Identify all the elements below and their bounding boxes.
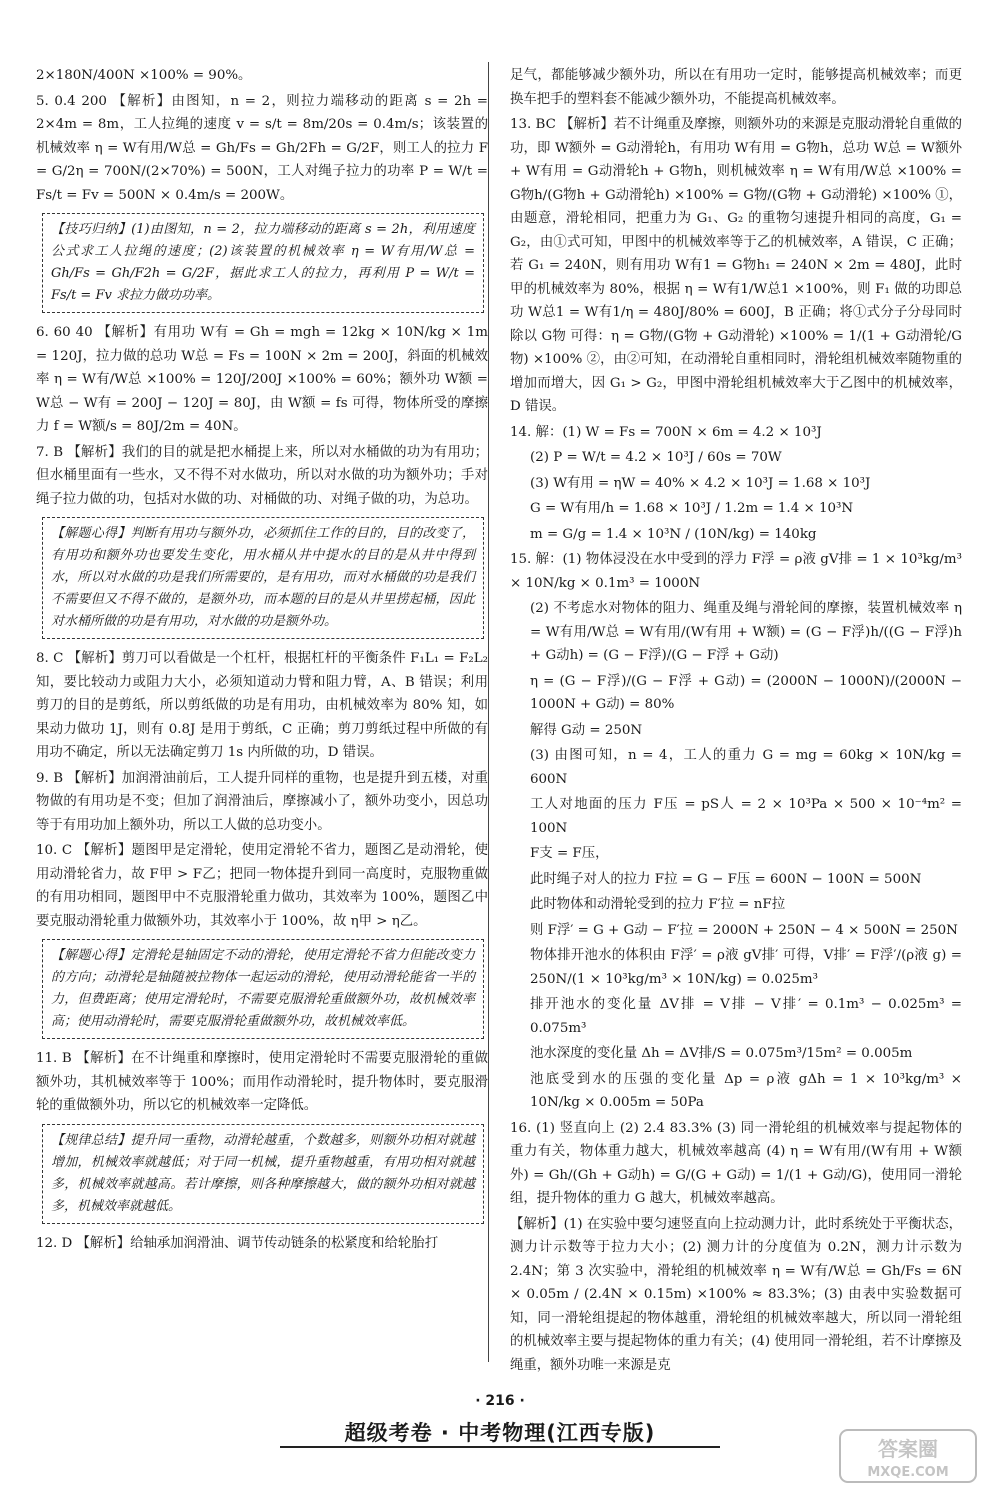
tip-text: 【解题心得】定滑轮是轴固定不动的滑轮，使用定滑轮不省力但能改变力的方向；动滑轮是轴随被拉物体一起运动的滑轮，使用动滑轮能省一半的力，但费距离；使用定滑轮时，不需要克服滑轮重做额外功，故机械效率高；使用动滑轮时，需要克服滑轮重做额外功，故机械效率低。 — [51, 948, 475, 1029]
answer-continuation: 足气，都能够减少额外功，所以在有用功一定时，能够提高机械效率；而更换车把手的塑料套不能减少额外功，不能提高机械效率。 — [510, 68, 962, 107]
page-number: · 216 · — [475, 1393, 525, 1409]
answer-item-15-13: 池水深度的变化量 Δh = ΔV排/S = 0.075m³/15m² = 0.005m — [530, 1046, 913, 1061]
answer-item-15-7: F支 = F压， — [530, 846, 609, 861]
answer-item-14-2: (2) P = W/t = 4.2 × 10³J / 60s = 70W — [530, 450, 782, 465]
answer-item-15-9: 此时物体和动滑轮受到的拉力 F′拉 = nF拉 — [530, 897, 786, 912]
left-column — [36, 64, 488, 1257]
answer-item-8: 8. C 【解析】剪刀可以看做是一个杠杆，根据杠杆的平衡条件 F₁L₁ = F₂L₂ 知，要比较动力或阻力大小，必须知道动力臂和阻力臂，A、B 错误；利用剪刀的目的是剪纸，所以剪纸做的功是有用功，由机械效率为 80% 知，如果动力做功 1J，则有 0.8J 是用于剪纸，C 正确；剪刀剪纸过程中所做的有用功不确定，所以无法确定剪刀 1s 内所做的功，D 错误。 — [36, 651, 488, 760]
answer-item-9: 9. B 【解析】加润滑油前后，工人提升同样的重物，也是提升到五楼，对重物做的有用功是不变；但加了润滑油后，摩擦减小了，额外功变小，因总功等于有用功加上额外功，所以工人做的总功变小。 — [36, 770, 488, 833]
answer-item-11: 11. B 【解析】在不计绳重和摩擦时，使用定滑轮时不需要克服滑轮的重做额外功，其机械效率等于 100%；而用作动滑轮时，提升物体时，要克服滑轮的重做额外功，所以它的机械效率一定降低。 — [36, 1051, 488, 1113]
answer-item-16: 16. (1) 竖直向上 (2) 2.4 83.3% (3) 同一滑轮组的机械效率与提起物体的重力有关，物体重力越大，机械效率越高 (4) η = W有用/(W有用 + W额外) = Gh/(Gh + G动h) = G/(G + G动) = 1/(1 + G动/G)，使用同一滑轮组，提升物体的重力 G 越大，机械效率越高。 — [510, 1120, 962, 1206]
answer-line: 2×180N/400N ×100% = 90%。 — [36, 68, 252, 83]
answer-item-13: 13. BC 【解析】若不计绳重及摩擦，则额外功的来源是克服动滑轮自重做的功，即 W额外 = G动滑轮h，有用功 W有用 = G物h，总功 W总 = W额外 + W有用 = G动滑轮h + G物h，则机械效率 η = W有用/W总 ×100% = G物h/(G物h + G动滑轮h) ×100% = G物/(G物 + G动滑轮) ×100% ①，由题意，滑轮相同，把重力为 G₁、G₂ 的重物匀速提升相同的高度，G₁ = G₂，由①式可知，甲图中的机械效率等于乙的机械效率，A 错误，C 正确；若 G₁ = 240N，则有用功 W有1 = G物h₁ = 240N × 2m = 480J，此时甲的机械效率为 80%，根据 η = W有1/W总1 ×100%，则 F₁ 做的功即总功 W总1 = W有1/η = 480J/80% = 600J，B 正确；将①式分子分母同时除以 G物 可得：η = G物/(G物 + G动滑轮) ×100% = 1/(1 + G动滑轮/G物) ×100% ②，由②可知，在动滑轮自重相同时，滑轮组机械效率随物重的增加而增大，因 G₁ > G₂，甲图中滑轮组机械效率大于乙图中的机械效率，D 错误。 — [510, 117, 962, 414]
watermark-logo — [838, 1428, 978, 1484]
answer-item-15-4: 解得 G动 = 250N — [530, 722, 643, 738]
answer-item-6: 6. 60 40 【解析】有用功 W有 = Gh = mgh = 12kg × 10N/kg × 1m = 120J，拉力做的总功 W总 = Fs = 100N × 2m = 200J，斜面的机械效率 η = W有/W总 ×100% = 120J/200J ×100% = 60%；额外功 W额 = W总 − W有 = 200J − 120J = 80J，由 W额 = fs 可得，物体所受的摩擦力 f = W额/s = 80J/2m = 40N。 — [36, 325, 488, 434]
answer-item-14-3: (3) W有用 = ηW = 40% × 4.2 × 10³J = 1.68 × 10³J — [530, 475, 871, 491]
answer-item-15-10: 则 F浮′ = G + G动 − F′拉 = 2000N + 250N − 4 × 500N = 250N — [530, 922, 958, 938]
answer-item-15-3: η = (G − F浮)/(G − F浮 + G动) = (2000N − 1000N)/(2000N − 1000N + G动) = 80% — [530, 673, 962, 712]
right-column — [510, 64, 962, 1379]
tip-box-insight — [42, 517, 484, 639]
watermark-text-top: 答案圈 — [878, 1437, 938, 1461]
answer-item-12: 12. D 【解析】给轴承加润滑油、调节传动链条的松紧度和给轮胎打 — [36, 1235, 439, 1251]
footer-rule — [280, 1446, 720, 1448]
answer-item-14-4: G = W有用/h = 1.68 × 10³J / 1.2m = 1.4 × 10³N — [530, 501, 854, 516]
answer-item-15-12: 排开池水的变化量 ΔV排 = V排 − V排′ = 0.1m³ − 0.025m³ = 0.075m³ — [530, 997, 962, 1036]
answer-item-15-5: (3) 由图可知，n = 4，工人的重力 G = mg = 60kg × 10N/kg = 600N — [530, 748, 962, 787]
answer-item-16-analysis: 【解析】(1) 在实验中要匀速竖直向上拉动测力计，此时系统处于平衡状态，测力计示数等于拉力大小；(2) 测力计的分度值为 0.2N，测力计示数为 2.4N；第 3 次实验中，滑轮组的机械效率 η = W有/W总 = Gh/Fs = 6N × 0.05m / (2.4N × 0.15m) ×100% ≈ 83.3%；(3) 由表中实验数据可知，同一滑轮组提起的物体越重，滑轮组的机械效率越大，所以同一滑轮组的机械效率主要与提起物体的重力有关；(4) 使用同一滑轮组，若不计摩擦及绳重，额外功唯一来源是克 — [510, 1216, 962, 1373]
tip-text: 【解题心得】判断有用功与额外功，必须抓住工作的目的，目的改变了，有用功和额外功也要发生变化，用水桶从井中提水的目的是从井中得到水，所以对水做的功是我们所需要的，是有用功，而对水桶做的功是我们不需要但又不得不做的，是额外功，而本题的目的是从井里捞起桶，因此对水桶所做的功是有用功，对水做的功是额外功。 — [51, 526, 475, 629]
answer-item-15-6: 工人对地面的压力 F压 = pS人 = 2 × 10³Pa × 500 × 10⁻⁴m² = 100N — [530, 797, 962, 836]
watermark-text-bottom: MXQE.COM — [867, 1465, 949, 1480]
answer-item-7: 7. B 【解析】我们的目的就是把水桶提上来，所以对水桶做的功为有用功；但水桶里面有一些水，又不得不对水做功，所以对水做的功为额外功；手对绳子拉力做的功，包括对水做的功、对桶做的功、对绳子做的功，为总功。 — [36, 444, 488, 507]
answer-item-15-8: 此时绳子对人的拉力 F拉 = G − F压 = 600N − 100N = 500N — [530, 871, 922, 887]
column-divider — [488, 62, 489, 1362]
answer-item-15-11: 物体排开池水的体积由 F浮′ = ρ液 gV排′ 可得，V排′ = F浮′/(ρ液 g) = 250N/(1 × 10³kg/m³ × 10N/kg) = 0.025m³ — [530, 948, 962, 987]
answer-item-15-14: 池底受到水的压强的变化量 Δp = ρ液 gΔh = 1 × 10³kg/m³ × 10N/kg × 0.005m = 50Pa — [530, 1071, 962, 1110]
answer-item-5: 5. 0.4 200 【解析】由图知，n = 2，则拉力端移动的距离 s = 2h = 2×4m = 8m，工人拉绳的速度 v = s/t = 8m/20s = 0.4m/s；该装置的机械效率 η = W有用/W总 = Gh/Fs = Gh/2Fh = G/2F，则工人的拉力 F = G/2η = 700N/(2×70%) = 500N，工人对绳子拉力的功率 P = W/t = Fs/t = Fv = 500N × 0.4m/s = 200W。 — [36, 93, 488, 203]
answer-item-15-2: (2) 不考虑水对物体的阻力、绳重及绳与滑轮间的摩擦，装置机械效率 η = W有用/W总 = W有用/(W有用 + W额) = (G − F浮)h/((G − F浮)h + G动h) = (G − F浮)/(G − F浮 + G动) — [530, 601, 962, 663]
answer-item-14-5: m = G/g = 1.4 × 10³N / (10N/kg) = 140kg — [530, 526, 817, 542]
tip-box-insight-2 — [42, 939, 484, 1039]
tip-box-skill — [42, 213, 484, 313]
tip-box-rule — [42, 1124, 484, 1224]
answer-item-15-1: 15. 解：(1) 物体浸没在水中受到的浮力 F浮 = ρ液 gV排 = 1 × 10³kg/m³ × 10N/kg × 0.1m³ = 1000N — [510, 552, 962, 591]
book-title: 超级考卷 · 中考物理(江西专版) — [344, 1421, 656, 1445]
tip-text: 【规律总结】提升同一重物，动滑轮越重，个数越多，则额外功相对就越增加，机械效率就越低；对于同一机械，提升重物越重，有用功相对就越多，机械效率就越高。若计摩擦，则各种摩擦越大，做的额外功相对就越多，机械效率就越低。 — [51, 1132, 475, 1214]
tip-text: 【技巧归纳】(1)由图知，n = 2，拉力端移动的距离 s = 2h，利用速度公式求工人拉绳的速度；(2)该装置的机械效率 η = W有用/W总 = Gh/Fs = Gh/F2h = G/2F，据此求工人的拉力，再利用 P = W/t = Fs/t = Fv 求拉力做功功率。 — [51, 222, 475, 303]
answer-item-14-1: 14. 解：(1) W = Fs = 700N × 6m = 4.2 × 10³J — [510, 424, 822, 440]
answer-item-10: 10. C 【解析】题图甲是定滑轮，使用定滑轮不省力，题图乙是动滑轮，使用动滑轮省力，故 F甲 > F乙；把同一物体提升到同一高度时，克服物重做的有用功相同，题图甲中不克服滑轮重力做功，其效率为 100%，题图乙中要克服动滑轮重力做额外功，其效率小于 100%，故 η甲 > η乙。 — [36, 843, 488, 929]
